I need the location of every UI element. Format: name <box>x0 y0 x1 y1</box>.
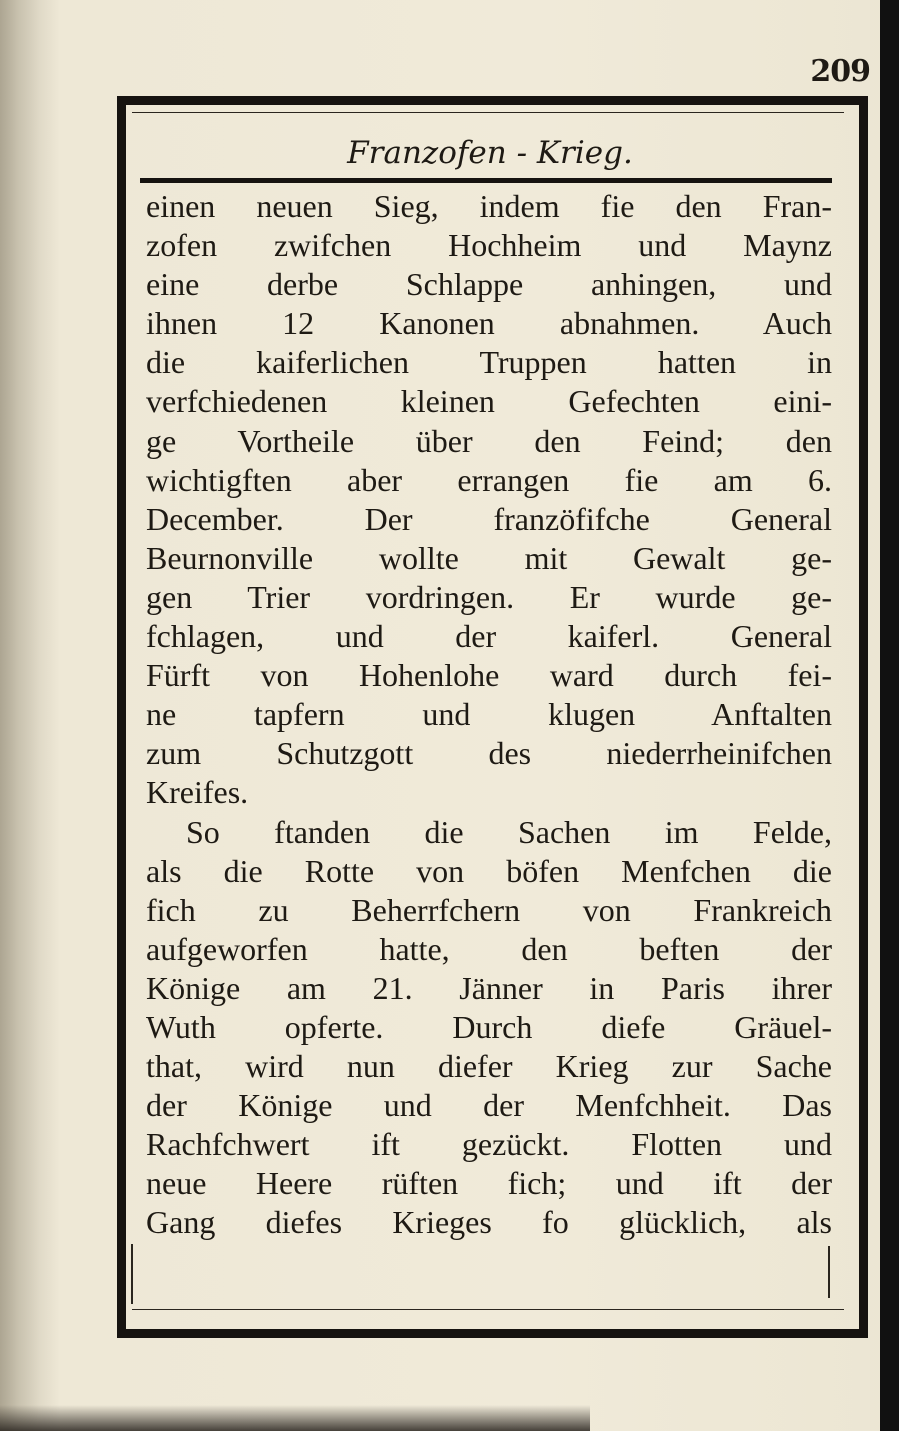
paragraph-2 <box>146 813 832 1243</box>
page-number: 209 <box>810 54 870 89</box>
body-text <box>146 187 832 1243</box>
text-line: aufgeworfen hatte, den beften der <box>146 930 832 967</box>
text-line: als die Rotte von böfen Menfchen die <box>146 852 832 889</box>
text-line: December. Der franzöfifche General <box>146 500 832 537</box>
text-line: eine derbe Schlappe anhingen, und <box>146 266 832 303</box>
page-edge-dark <box>880 0 899 1431</box>
header-rule <box>140 178 832 183</box>
frame-corner-line-left <box>131 1244 133 1304</box>
text-line: zofen zwifchen Hochheim und Maynz <box>146 227 832 264</box>
running-head: Franzofen - Krieg. <box>347 135 633 171</box>
bottom-shadow <box>0 1405 590 1431</box>
text-line: zum Schutzgott des niederrheinifchen <box>146 735 832 772</box>
text-line: Kreifes. <box>146 774 249 811</box>
text-line: neue Heere rüften fich; und ift der <box>146 1165 832 1202</box>
text-line: Rachfchwert ift gezückt. Flotten und <box>146 1126 832 1163</box>
text-line: wichtigften aber errangen fie am 6. <box>146 461 832 498</box>
text-line: die kaiferlichen Truppen hatten in <box>146 344 832 381</box>
text-line: So ftanden die Sachen im Felde, <box>186 813 832 850</box>
text-line: der Könige und der Menfchheit. Das <box>146 1087 832 1124</box>
text-line: ne tapfern und klugen Anftalten <box>146 696 832 733</box>
frame-corner-line-right <box>828 1246 830 1298</box>
text-line: Gang diefes Krieges fo glücklich, als <box>146 1204 832 1241</box>
paragraph-1 <box>146 187 832 813</box>
text-line: einen neuen Sieg, indem fie den Fran- <box>146 188 832 224</box>
text-line: gen Trier vordringen. Er wurde ge- <box>146 578 832 615</box>
text-line: Könige am 21. Jänner in Paris ihrer <box>146 969 832 1006</box>
gutter-shadow <box>0 0 60 1431</box>
text-line: Fürft von Hohenlohe ward durch fei- <box>146 657 832 694</box>
text-line: Beurnonville wollte mit Gewalt ge- <box>146 539 832 576</box>
text-line: verfchiedenen kleinen Gefechten eini- <box>146 383 832 420</box>
text-line: Wuth opferte. Durch diefe Gräuel- <box>146 1008 832 1045</box>
text-line: fchlagen, und der kaiferl. General <box>146 618 832 655</box>
text-line: ge Vortheile über den Feind; den <box>146 422 832 459</box>
text-line: ihnen 12 Kanonen abnahmen. Auch <box>146 305 832 342</box>
text-line: fich zu Beherrfchern von Frankreich <box>146 891 832 928</box>
text-line: that, wird nun diefer Krieg zur Sache <box>146 1048 832 1085</box>
